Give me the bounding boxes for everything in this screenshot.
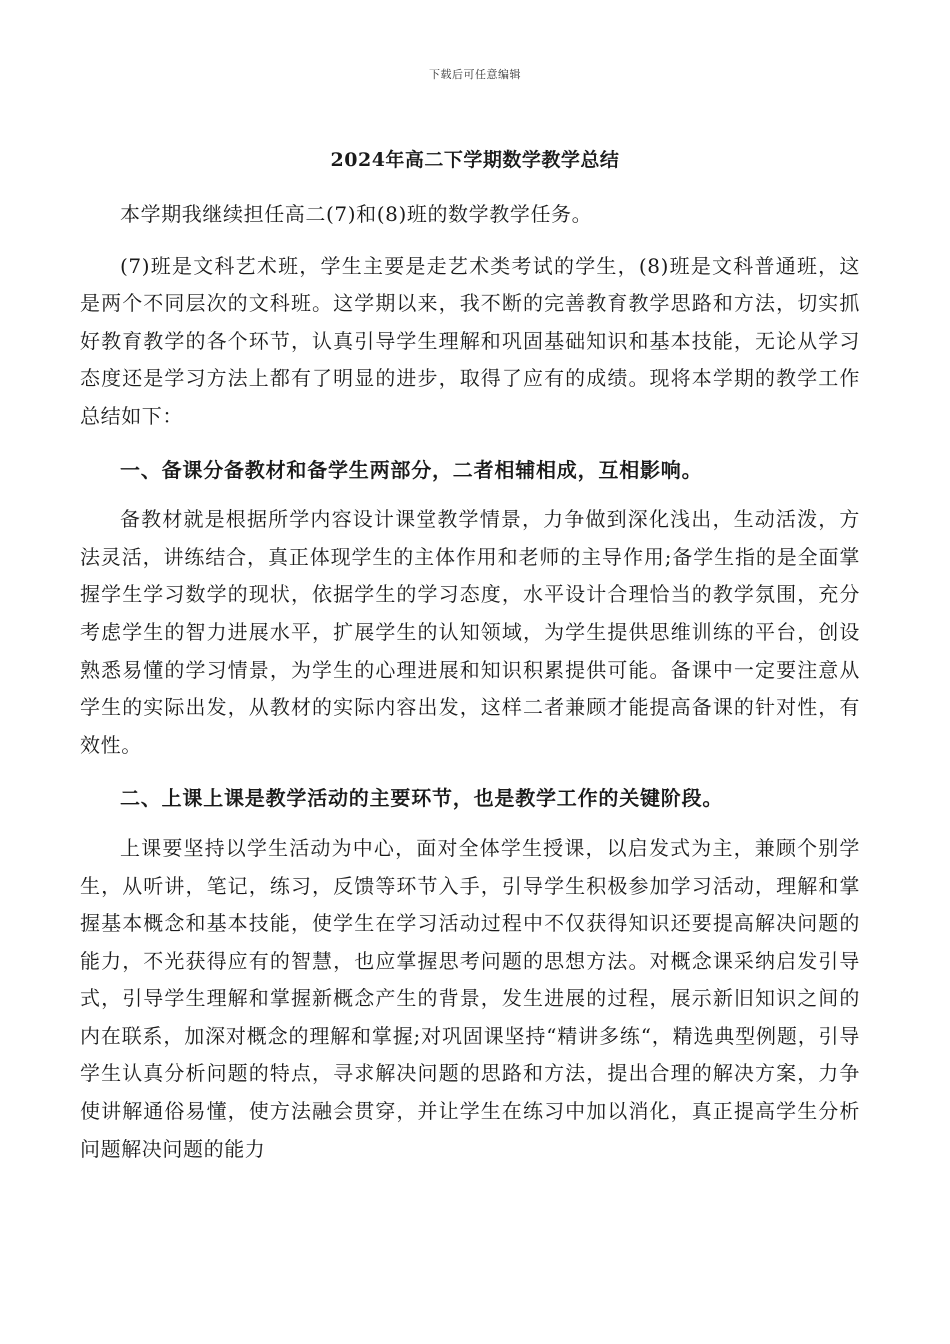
section-heading-2: 二、上课上课是教学活动的主要环节，也是教学工作的关键阶段。 bbox=[120, 786, 724, 811]
section-paragraph-1: 备教材就是根据所学内容设计课堂教学情景，力争做到深化浅出，生动活泼，方法灵活，讲练结合，真正体现学生的主体作用和老师的主导作用;备学生指的是全面掌握学生学习数学的现状，依据学生的学习态度，水平设计合理恰当的教学氛围，充分考虑学生的智力进展水平，扩展学生的认知领域，为学生提供思维训练的平台，创设熟悉易懂的学习情景，为学生的心理进展和知识积累提供可能。备课中一定要注意从学生的实际出发，从教材的实际内容出发，这样二者兼顾才能提高备课的针对性，有效性。 bbox=[80, 507, 860, 757]
overview-paragraph: (7)班是文科艺术班，学生主要是走艺术类考试的学生，(8)班是文科普通班，这是两个不同层次的文科班。这学期以来，我不断的完善教育教学思路和方法，切实抓好教育教学的各个环节，认真引导学生理解和巩固基础知识和基本技能，无论从学习态度还是学习方法上都有了明显的进步，取得了应有的成绩。现将本学期的教学工作总结如下： bbox=[80, 253, 860, 428]
document-title: 2024年高二下学期数学教学总结 bbox=[330, 149, 620, 171]
intro-paragraph: 本学期我继续担任高二(7)和(8)班的数学教学任务。 bbox=[120, 202, 593, 226]
header-note: 下载后可任意编辑 bbox=[429, 68, 521, 81]
document-body bbox=[80, 168, 860, 1168]
section-heading-1: 一、备课分备教材和备学生两部分，二者相辅相成，互相影响。 bbox=[120, 457, 703, 482]
section-paragraph-2: 上课要坚持以学生活动为中心，面对全体学生授课，以启发式为主，兼顾个别学生，从听讲，笔记，练习，反馈等环节入手，引导学生积极参加学习活动，理解和掌握基本概念和基本技能，使学生在学习活动过程中不仅获得知识还要提高解决问题的能力，不光获得应有的智慧，也应掌握思考问题的思想方法。对概念课采纳启发引导式，引导学生理解和掌握新概念产生的背景，发生进展的过程，展示新旧知识之间的内在联系，加深对概念的理解和掌握;对巩固课坚持“精讲多练“，精选典型例题，引导学生认真分析问题的特点，寻求解决问题的思路和方法，提出合理的解决方案，力争使讲解通俗易懂，使方法融会贯穿，并让学生在练习中加以消化，真正提高学生分析问题解决问题的能力 bbox=[80, 835, 860, 1161]
